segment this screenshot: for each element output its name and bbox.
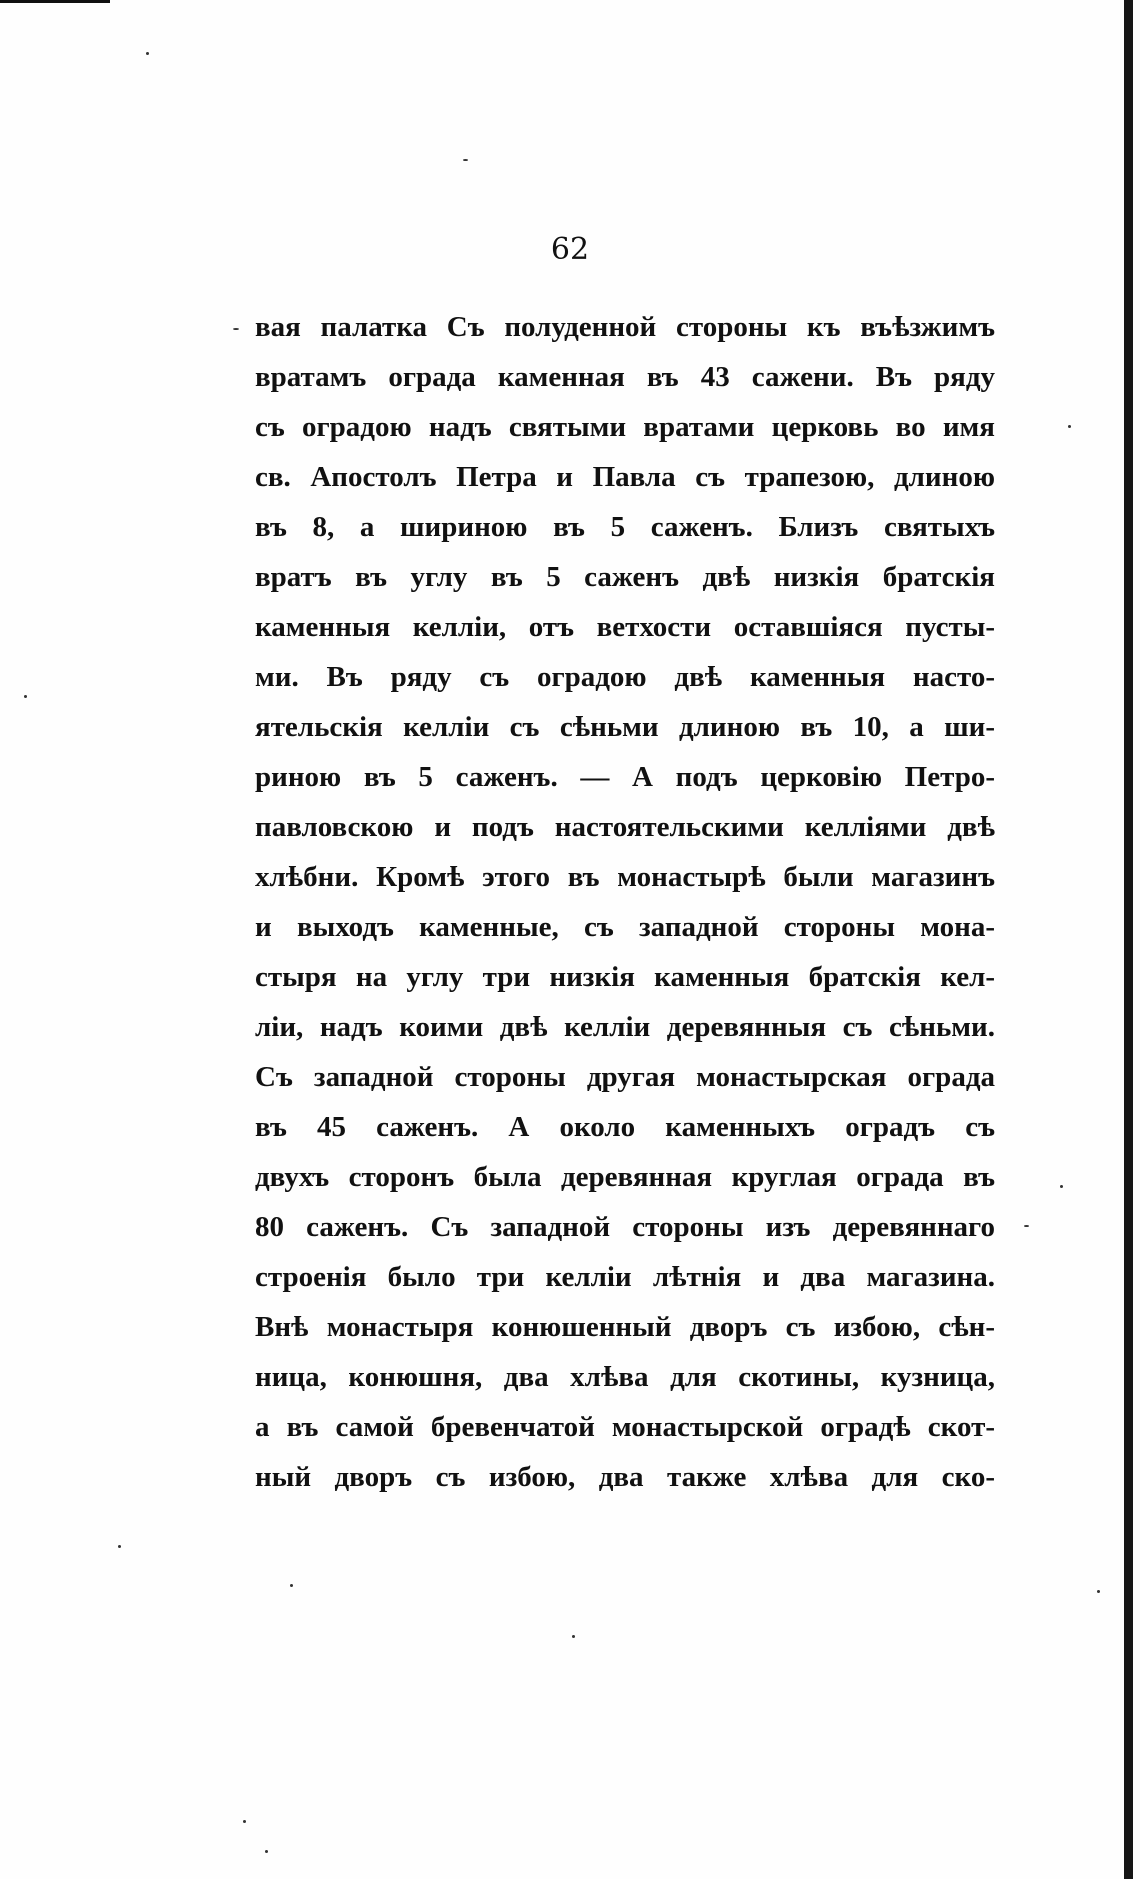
- speck-mark: [233, 328, 239, 330]
- speck-mark: [290, 1584, 293, 1587]
- text-line: съ оградою надъ святыми вратами церковь во имя: [255, 411, 995, 443]
- text-line: двухъ сторонъ была деревянная круглая ограда въ: [255, 1161, 995, 1193]
- speck-mark: [243, 1820, 246, 1823]
- text-line: а въ самой бревенчатой монастырской оградѣ скот-: [255, 1411, 995, 1443]
- text-line: св. Апостолъ Петра и Павла съ трапезою, длиною: [255, 461, 995, 493]
- text-line: павловскою и подъ настоятельскими келліями двѣ: [255, 811, 995, 843]
- speck-mark: [265, 1850, 268, 1853]
- text-line: вратъ въ углу въ 5 саженъ двѣ низкія братскія: [255, 561, 995, 593]
- text-line: стыря на углу три низкія каменныя братскія кел-: [255, 961, 995, 993]
- speck-mark: [1068, 425, 1071, 428]
- page-number: 62: [550, 232, 590, 267]
- text-line: Съ западной стороны другая монастырская ограда: [255, 1061, 995, 1093]
- text-line: и выходъ каменные, съ западной стороны мона-: [255, 911, 995, 943]
- body-text: [255, 302, 995, 1502]
- text-line: строенія было три келліи лѣтнія и два магазина.: [255, 1261, 995, 1293]
- text-line: ница, конюшня, два хлѣва для скотины, кузница,: [255, 1361, 995, 1393]
- speck-mark: [1060, 1185, 1063, 1188]
- speck-mark: [1097, 1590, 1100, 1593]
- speck-mark: [24, 695, 27, 698]
- text-line: ліи, надъ коими двѣ келліи деревянныя съ сѣньми.: [255, 1011, 995, 1043]
- speck-mark: [463, 159, 468, 161]
- text-line: хлѣбни. Кромѣ этого въ монастырѣ были магазинъ: [255, 861, 995, 893]
- text-line: въ 8, а шириною въ 5 саженъ. Близъ святыхъ: [255, 511, 995, 543]
- text-line: ный дворъ съ избою, два также хлѣва для ско-: [255, 1461, 995, 1493]
- text-line: ятельскія келліи съ сѣньми длиною въ 10, а ши-: [255, 711, 995, 743]
- text-line: риною въ 5 саженъ. — А подъ церковію Петро-: [255, 761, 995, 793]
- text-line: 80 саженъ. Съ западной стороны изъ деревяннаго: [255, 1211, 995, 1243]
- text-line: Внѣ монастыря конюшенный дворъ съ избою, сѣн-: [255, 1311, 995, 1343]
- text-line: въ 45 саженъ. А около каменныхъ оградъ съ: [255, 1111, 995, 1143]
- page-edge-shadow: [1124, 0, 1133, 1879]
- text-line: вратамъ ограда каменная въ 43 сажени. Въ ряду: [255, 361, 995, 393]
- speck-mark: [572, 1635, 575, 1638]
- text-line: каменныя келліи, отъ ветхости оставшіяся пусты-: [255, 611, 995, 643]
- speck-mark: [146, 52, 149, 55]
- text-line: вая палатка Съ полуденной стороны къ въѣзжимъ: [255, 311, 995, 343]
- speck-mark: [118, 1545, 121, 1548]
- speck-mark: [1024, 1225, 1029, 1227]
- top-border-rule: [0, 0, 110, 3]
- text-line: ми. Въ ряду съ оградою двѣ каменныя насто-: [255, 661, 995, 693]
